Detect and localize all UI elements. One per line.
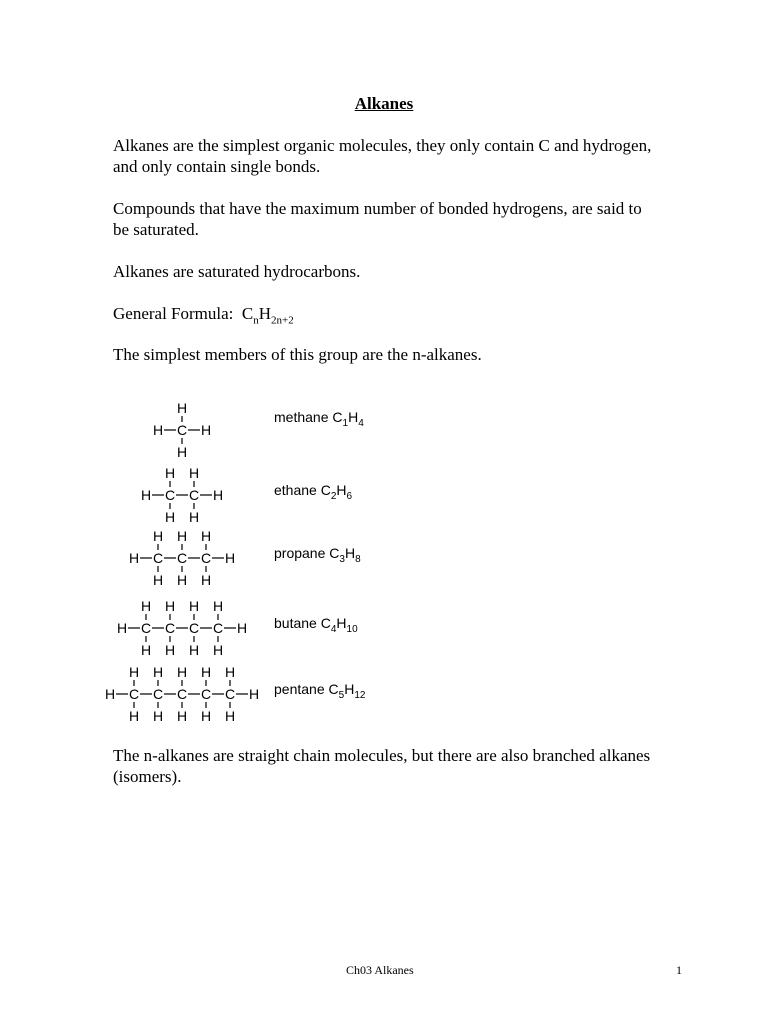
ethane-hydrogen-top: H xyxy=(188,465,200,481)
propane-carbon: C xyxy=(152,550,164,566)
pentane-hydrogen-top: H xyxy=(152,664,164,680)
carbon-symbol: C xyxy=(328,681,339,697)
carbon-symbol: C xyxy=(320,482,331,498)
butane-hydrogen-top: H xyxy=(188,598,200,614)
ethane-hydrogen-left: H xyxy=(140,487,152,503)
pentane-hydrogen-bottom: H xyxy=(152,708,164,724)
ethane-hydrogen-bottom: H xyxy=(164,509,176,525)
isomers-paragraph: The n-alkanes are straight chain molecules, but there are also branched alkanes (isomers). xyxy=(113,746,651,786)
methane-hydrogen-top: H xyxy=(176,400,188,416)
molecule-name: propane xyxy=(274,545,326,561)
page-title: Alkanes xyxy=(354,94,414,113)
methane-hydrogen-right: H xyxy=(200,422,212,438)
ethane-hydrogen-right: H xyxy=(212,487,224,503)
carbon-symbol: C xyxy=(320,615,331,631)
pentane-hydrogen-bottom: H xyxy=(224,708,236,724)
intro-paragraph: Alkanes are the simplest organic molecules, they only contain C and hydrogen, and only contain single bonds. xyxy=(113,136,652,176)
pentane-hydrogen-top: H xyxy=(224,664,236,680)
propane-hydrogen-left: H xyxy=(128,550,140,566)
propane-hydrogen-bottom: H xyxy=(200,572,212,588)
butane-hydrogen-top: H xyxy=(212,598,224,614)
formula-c: C xyxy=(241,304,254,323)
carbon-count: 3 xyxy=(339,553,345,565)
ethane-hydrogen-top: H xyxy=(164,465,176,481)
propane-hydrogen-bottom: H xyxy=(176,572,188,588)
footer-chapter: Ch03 Alkanes xyxy=(346,963,414,977)
propane-hydrogen-top: H xyxy=(200,528,212,544)
propane-hydrogen-top: H xyxy=(176,528,188,544)
carbon-count: 5 xyxy=(338,689,345,701)
hydrogen-count: 8 xyxy=(355,553,361,565)
footer-page-number: 1 xyxy=(676,963,682,977)
pentane-carbon: C xyxy=(200,686,212,702)
propane-hydrogen-bottom: H xyxy=(152,572,164,588)
methane-hydrogen-bottom: H xyxy=(176,444,188,460)
molecule-label-butane xyxy=(274,615,358,635)
molecule-label-propane xyxy=(274,545,361,565)
n-alkanes-paragraph: The simplest members of this group are the n-alkanes. xyxy=(113,345,482,364)
butane-carbon: C xyxy=(188,620,200,636)
hydrogen-count: 12 xyxy=(354,689,366,701)
hydrogen-count: 6 xyxy=(346,490,353,502)
butane-hydrogen-bottom: H xyxy=(212,642,224,658)
molecule-name: ethane xyxy=(274,482,317,498)
propane-carbon: C xyxy=(176,550,188,566)
propane-hydrogen-right: H xyxy=(224,550,236,566)
propane-hydrogen-top: H xyxy=(152,528,164,544)
butane-carbon: C xyxy=(140,620,152,636)
pentane-carbon: C xyxy=(128,686,140,702)
hydrogen-count: 4 xyxy=(358,417,364,429)
carbon-symbol: C xyxy=(329,545,340,561)
pentane-hydrogen-left: H xyxy=(104,686,116,702)
molecule-label-methane xyxy=(274,409,364,429)
hydrogen-symbol: H xyxy=(336,615,347,631)
butane-carbon: C xyxy=(212,620,224,636)
butane-hydrogen-top: H xyxy=(164,598,176,614)
ethane-carbon: C xyxy=(188,487,200,503)
carbon-count: 1 xyxy=(342,417,349,429)
molecule-name: butane xyxy=(274,615,317,631)
pentane-carbon: C xyxy=(224,686,236,702)
pentane-carbon: C xyxy=(176,686,188,702)
pentane-hydrogen-top: H xyxy=(176,664,188,680)
molecule-label-pentane xyxy=(274,681,365,701)
hydrogen-symbol: H xyxy=(344,545,356,561)
butane-hydrogen-bottom: H xyxy=(188,642,200,658)
hydrogen-symbol: H xyxy=(344,681,355,697)
pentane-hydrogen-bottom: H xyxy=(128,708,140,724)
carbon-count: 2 xyxy=(330,490,337,502)
pentane-hydrogen-bottom: H xyxy=(200,708,212,724)
ethane-hydrogen-bottom: H xyxy=(188,509,200,525)
hydrogen-count: 10 xyxy=(346,623,358,635)
pentane-hydrogen-right: H xyxy=(248,686,260,702)
butane-hydrogen-left: H xyxy=(116,620,128,636)
molecule-name: pentane xyxy=(274,681,325,697)
formula-h: H xyxy=(258,304,272,323)
butane-carbon: C xyxy=(164,620,176,636)
general-formula-label: General Formula: xyxy=(113,304,234,323)
butane-hydrogen-right: H xyxy=(236,620,248,636)
hydrocarbons-paragraph: Alkanes are saturated hydrocarbons. xyxy=(113,262,361,281)
pentane-hydrogen-top: H xyxy=(200,664,212,680)
pentane-carbon: C xyxy=(152,686,164,702)
formula-h-sub: 2n+2 xyxy=(271,314,294,327)
carbon-symbol: C xyxy=(332,409,343,425)
formula-n: n xyxy=(253,314,259,327)
hydrogen-symbol: H xyxy=(336,482,347,498)
carbon-count: 4 xyxy=(330,623,337,635)
ethane-carbon: C xyxy=(164,487,176,503)
molecule-name: methane xyxy=(274,409,329,425)
hydrogen-symbol: H xyxy=(348,409,359,425)
molecule-label-ethane xyxy=(274,482,352,502)
propane-carbon: C xyxy=(200,550,212,566)
pentane-hydrogen-top: H xyxy=(128,664,140,680)
butane-hydrogen-bottom: H xyxy=(164,642,176,658)
methane-hydrogen-left: H xyxy=(152,422,164,438)
pentane-hydrogen-bottom: H xyxy=(176,708,188,724)
butane-hydrogen-bottom: H xyxy=(140,642,152,658)
saturated-paragraph: Compounds that have the maximum number of bonded hydrogens, are said to be saturated. xyxy=(113,199,642,239)
butane-hydrogen-top: H xyxy=(140,598,152,614)
methane-carbon: C xyxy=(176,422,188,438)
